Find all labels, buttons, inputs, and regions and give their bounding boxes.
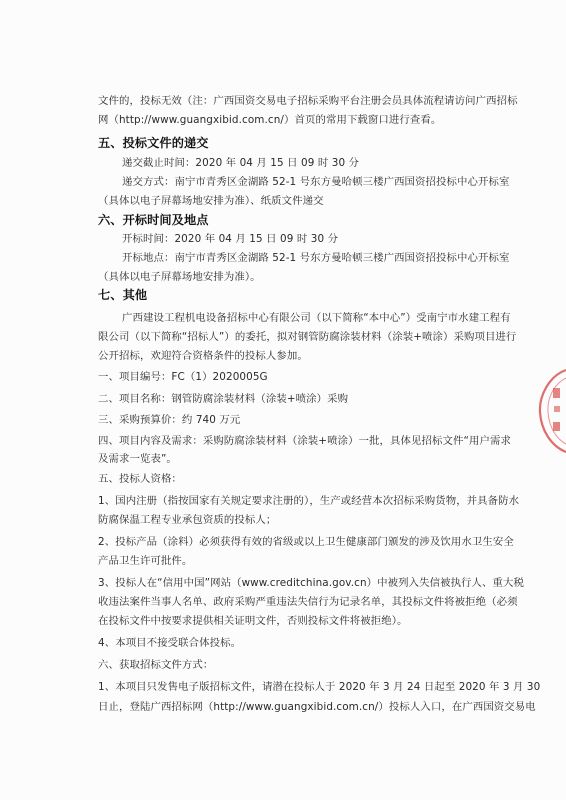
body-line: 日止，登陆广西招标网（http://www.guangxibid.com.cn/）投标人入口，在广西国资交易电 [98, 701, 536, 713]
body-line: 4、本项目不接受联合体投标。 [98, 637, 242, 649]
body-line: 三、采购预算价：约 740 万元 [98, 414, 241, 426]
body-line: 开标地点：南宁市青秀区金湖路 52-1 号东方曼哈顿三楼广西国资招投标中心开标室 [122, 252, 510, 264]
body-line: （具体以电子屏幕场地安排为准）、纸质文件递交 [98, 195, 324, 207]
body-line: 开标时间：2020 年 04 月 15 日 09 时 30 分 [122, 233, 339, 245]
body-line: 四、项目内容及需求：采购防腐涂装材料（涂装+喷涂）一批，具体见招标文件“用户需求 [98, 435, 511, 447]
body-line: 限公司（以下简称“招标人”）的委托，拟对钢管防腐涂装材料（涂装+喷涂）采购项目进行 [98, 331, 517, 343]
body-line: 递交截止时间：2020 年 04 月 15 日 09 时 30 分 [122, 157, 360, 169]
body-line: 文件的，投标无效（注：广西国资交易电子招标采购平台注册会员具体流程请访问广西招标 [98, 95, 518, 107]
body-line: 产品卫生许可批件。 [98, 555, 193, 567]
body-line: 收违法案件当事人名单、政府采购严重违法失信行为记录名单，其投标文件将被拒绝（必须 [98, 596, 518, 608]
body-line: 六、获取招标文件方式： [98, 659, 214, 671]
body-line: 一、项目编号：FC（1）2020005G [98, 371, 268, 383]
body-line: 递交方式：南宁市青秀区金湖路 52-1 号东方曼哈顿三楼广西国资招投标中心开标室 [122, 176, 510, 188]
body-line: （具体以电子屏幕场地安排为准）。 [98, 271, 261, 283]
body-line: 1、本项目只发售电子版招标文件，请潜在投标人于 2020 年 3 月 24 日起至 2020 年 3 月 30 [98, 681, 541, 693]
section-heading: 七、其他 [98, 288, 148, 302]
section-heading: 五、投标文件的递交 [98, 136, 209, 150]
body-line: 广西建设工程机电设备招标中心有限公司（以下简称“本中心”）受南宁市水建工程有 [122, 312, 511, 324]
body-line: 在投标文件中按要求提供相关证明文件，否则投标文件将被拒绝）。 [98, 615, 408, 627]
red-seal-stamp-icon [537, 368, 566, 454]
body-line: 及需求一览表”。 [98, 453, 177, 465]
body-line: 防腐保温工程专业承包资质的投标人； [98, 514, 277, 526]
body-line: 网（http://www.guangxibid.com.cn/）首页的常用下载窗口进行查看。 [98, 114, 442, 126]
body-line: 公开招标，欢迎符合资格条件的投标人参加。 [98, 350, 308, 362]
body-line: 二、项目名称：钢管防腐涂装材料（涂装+喷涂）采购 [98, 393, 349, 405]
body-line: 1、国内注册（指按国家有关规定要求注册的），生产或经营本次招标采购货物，并具备防水 [98, 495, 520, 507]
body-line: 3、投标人在“信用中国”网站（www.creditchina.gov.cn）中被列入失信被执行人、重大税 [98, 577, 525, 589]
section-heading: 六、开标时间及地点 [98, 213, 209, 227]
body-line: 五、投标人资格： [98, 473, 182, 485]
body-line: 2、投标产品（涂料）必须获得有效的省级或以上卫生健康部门颁发的涉及饮用水卫生安全 [98, 536, 514, 548]
